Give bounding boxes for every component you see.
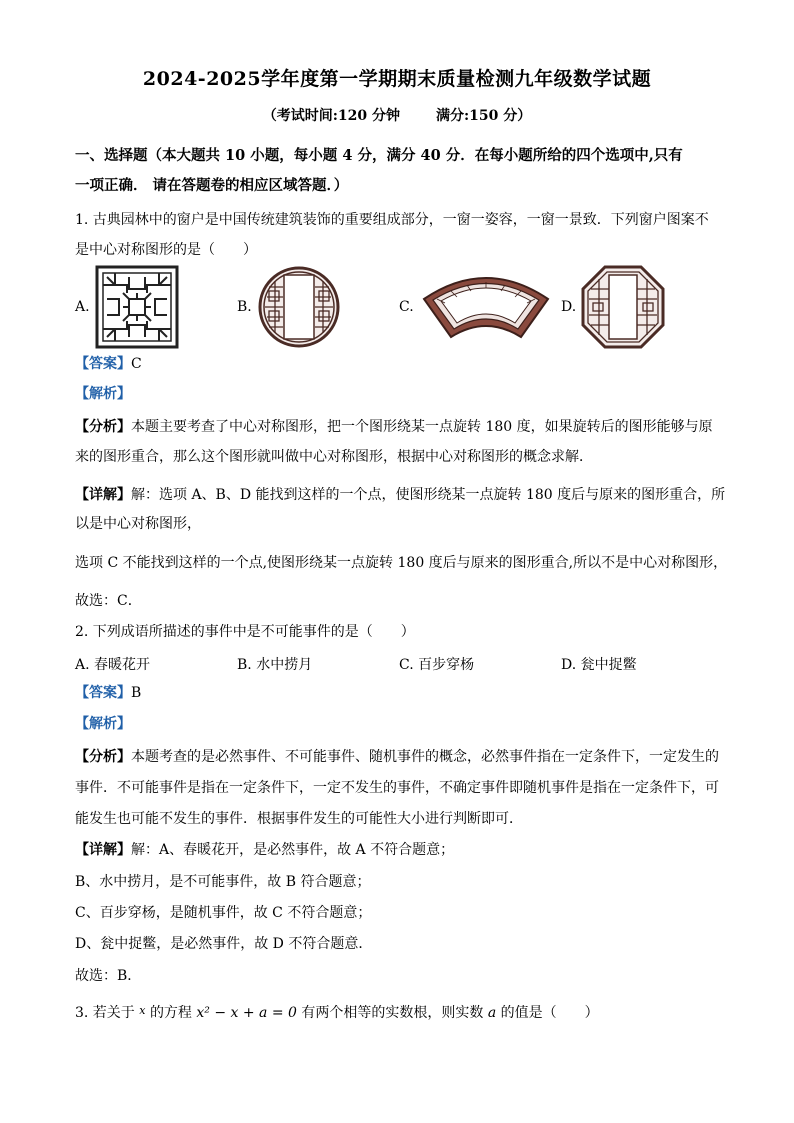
q1-fenxi-text1: 本题主要考查了中心对称图形，把一个图形绕某一点旋转 180 度，如果旋转后的图形能够与原 [131,419,713,435]
q1-fenxi-line1 [75,417,720,437]
q1-answer-line [75,354,720,374]
q2-fenxi-line3: 能发生也可能不发生的事件．根据事件发生的可能性大小进行判断即可． [75,811,523,827]
q1-option-c-label: C. [399,299,414,315]
section1-heading-line2: 一项正确． 请在答题卷的相应区域答题．） [75,177,349,194]
q3-var-a: a [487,1005,497,1021]
q1-analysis-tag: 【解析】 [75,386,131,402]
q3-stem-a: 3. 若关于 [75,1005,135,1021]
q1-answer-value: C [131,356,142,372]
q2-xiangjie-line3: C、百步穿杨，是随机事件，故 C 不符合题意； [75,905,372,921]
window-pattern-octagon-icon [581,265,665,349]
q1-answer-tag: 【答案】 [75,356,131,372]
q2-xiangjie-tag: 【详解】 [75,842,131,858]
q1-option-a-label: A. [75,299,90,315]
q1-option-d-label: D. [561,299,577,315]
q3-stem [75,1001,720,1023]
q1-fenxi-line2: 来的图形重合，那么这个图形就叫做中心对称图形，根据中心对称图形的概念求解． [75,449,593,465]
q2-choice-d: D. 瓮中捉鳖 [561,657,637,673]
q1-analysis-line [75,384,720,404]
q2-xiangjie-line4: D、瓮中捉鳖，是必然事件，故 D 不符合题意． [75,936,373,952]
q2-xiangjie-line2: B、水中捞月，是不可能事件，故 B 符合题意； [75,874,371,890]
q2-stem: 2. 下列成语所描述的事件中是不可能事件的是（ ） [75,624,415,640]
q2-choice-c: C. 百步穿杨 [399,657,475,673]
q1-xiangjie-line3: 选项 C 不能找到这样的一个点,使图形绕某一点旋转 180 度后与原来的图形重合,所以不是中心对称图形， [75,555,728,571]
q2-answer-line [75,683,720,703]
window-pattern-round-icon [257,265,341,349]
window-pattern-square-icon [95,265,179,349]
q2-fenxi-tag: 【分析】 [75,749,131,765]
q3-stem-d: 的值是（ ） [500,1005,599,1021]
window-pattern-fan-icon [421,265,551,349]
q2-answer-value: B [131,685,142,701]
q2-fenxi-line1 [75,747,720,767]
q3-equation: x² − x + a = 0 [196,1005,297,1021]
q1-figure-row [75,265,725,349]
exam-time: （考试时间:120 分钟 [262,108,400,124]
q1-xiangjie-line2: 以是中心对称图形， [75,516,201,532]
q2-fenxi-text1: 本题考查的是必然事件、不可能事件、随机事件的概念，必然事件指在一定条件下，一定发生的 [131,749,719,765]
full-score: 满分:150 分） [436,108,532,124]
q1-fenxi-tag: 【分析】 [75,419,131,435]
q2-analysis-line [75,714,720,734]
q2-answer-tag: 【答案】 [75,685,131,701]
exam-subtitle [0,105,794,125]
q3-stem-b: 的方程 [149,1005,192,1021]
q2-choice-b: B. 水中捞月 [237,657,313,673]
q1-conclusion: 故选：C． [75,593,142,609]
q1-xiangjie-text1: 解：选项 A、B、D 能找到这样的一个点，使图形绕某一点旋转 180 度后与原来的图形重合，所 [131,487,726,503]
q2-analysis-tag: 【解析】 [75,716,131,732]
q1-xiangjie-line1 [75,485,726,505]
q2-fenxi-line2: 事件．不可能事件是指在一定条件下，一定不发生的事件，不确定事件即随机事件是指在一定条件下，可 [75,780,719,796]
q1-stem-line2: 是中心对称图形的是（ ） [75,242,257,258]
q2-choice-a: A. 春暖花开 [75,657,151,673]
q3-stem-c: 有两个相等的实数根，则实数 [301,1005,484,1021]
exam-title: 2024-2025学年度第一学期期末质量检测九年级数学试题 [142,68,652,90]
q2-conclusion: 故选：B． [75,968,142,984]
section1-heading-line1: 一、选择题（本大题共 10 小题，每小题 4 分，满分 40 分．在每小题所给的四个选项中,只有 [75,147,683,164]
q2-xiangjie-text1: 解：A、春暖花开，是必然事件，故 A 不符合题意； [131,842,455,858]
q1-xiangjie-tag: 【详解】 [75,487,131,503]
q2-xiangjie-line1 [75,840,720,860]
q1-stem-line1: 1. 古典园林中的窗户是中国传统建筑装饰的重要组成部分，一窗一姿容，一窗一景致．下列窗户图案不 [75,212,709,228]
q3-var-x: x [139,1004,146,1017]
q1-option-b-label: B. [237,299,252,315]
